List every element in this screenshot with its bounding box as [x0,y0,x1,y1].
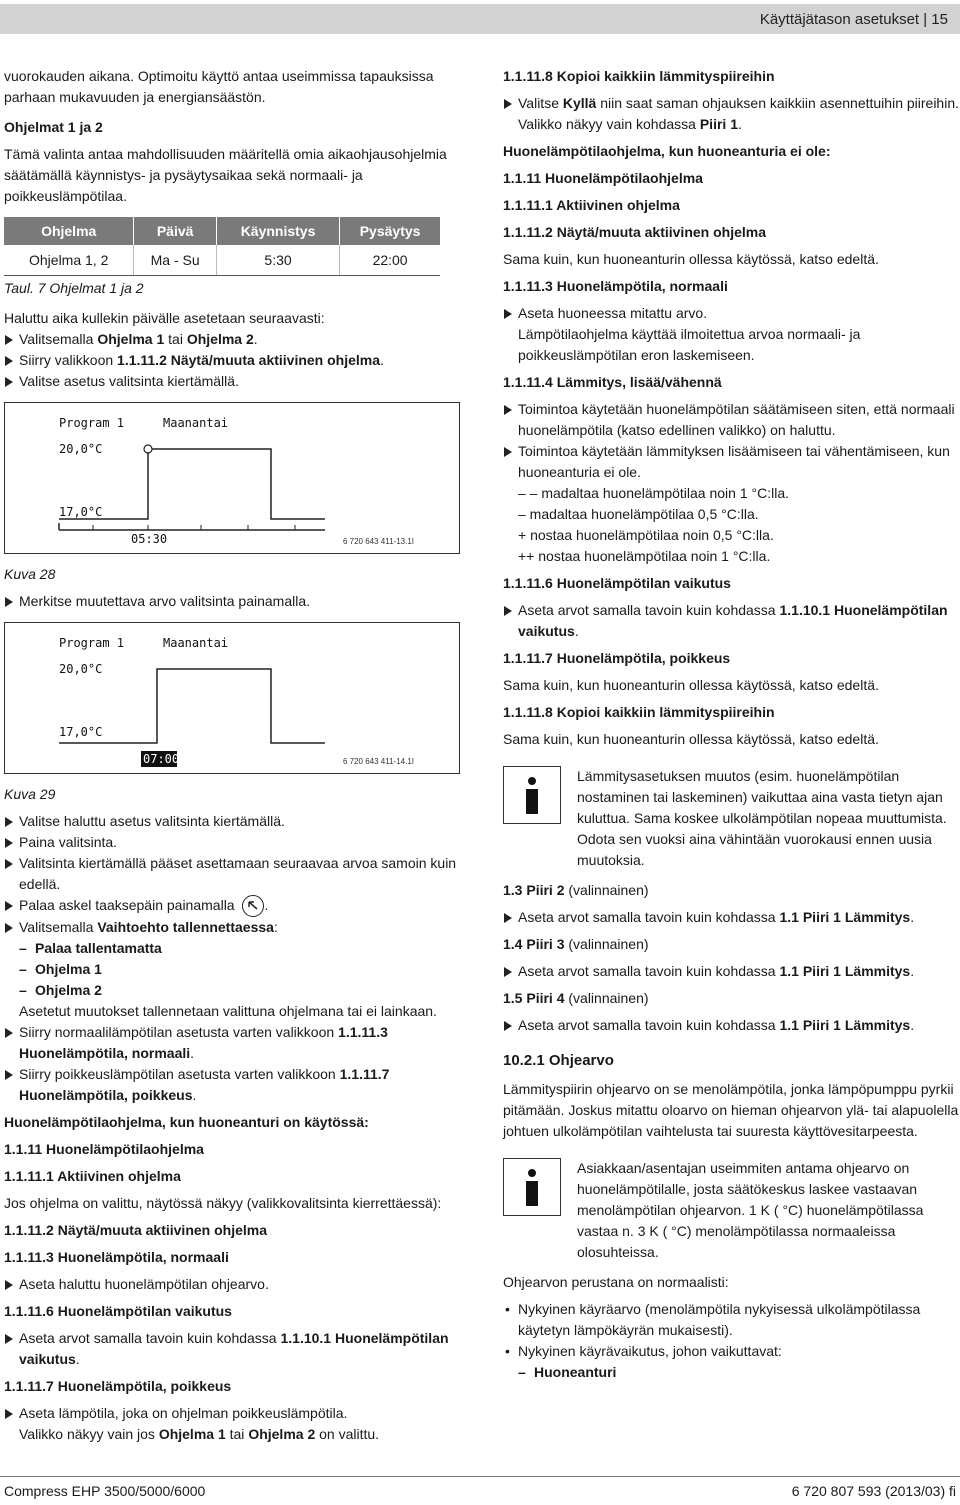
step-item: Merkitse muutettava arvo valitsinta painamalla. [4,591,462,612]
step-item: Valitse Kyllä niin saat saman ohjauksen kaikkiin asennettuihin piireihin. [503,93,959,114]
step-item: Aseta arvot samalla tavoin kuin kohdassa 1.1.10.1 Huonelämpötilan vaikutus. [4,1328,462,1370]
day-label: Maanantai [163,416,229,430]
option-item: – Palaa tallentamatta [4,938,462,959]
step-note: Lämpötilaohjelma käyttää ilmoitettua arvoa normaali- ja poikkeuslämpötilan eron laskemiseen. [518,326,861,363]
step-item: Aseta arvot samalla tavoin kuin kohdassa 1.1.10.1 Huonelämpötilan vaikutus. [503,600,959,642]
info-icon [503,766,561,824]
display-screen [4,622,460,774]
intro-text: vuorokauden aikana. Optimoitu käyttö antaa useimmissa tapauksissa parhaan mukavuuden ja energiansäästön. [4,68,434,105]
cursor-marker [144,445,152,453]
figure-caption: Kuva 28 [4,566,56,582]
table-cell: 22:00 [340,245,440,276]
footer-divider [0,1476,960,1477]
page-header [0,4,960,34]
programs-text: Tämä valinta antaa mahdollisuuden määritellä omia aikaohjausohjelmia säätämällä käynnistys- ja pysäytysaikaa sekä normaali- ja poikkeuslämpötilaa. [4,146,447,204]
step-item: Valitse asetus valitsinta kiertämällä. [4,371,462,392]
right-column [503,66,959,1383]
display-screen [4,402,460,554]
option-line: – – madaltaa huonelämpötilaa noin 1 °C:lla. [518,485,789,501]
program-label: Program 1 [59,636,125,650]
step-item: Siirry poikkeuslämpötilan asetusta varten valikkoon 1.1.11.7 Huonelämpötila, poikkeus. [4,1064,462,1106]
step-item: Aseta arvot samalla tavoin kuin kohdassa 1.1 Piiri 1 Lämmitys. [503,907,959,928]
table-cell: Ohjelma 1, 2 [4,245,134,276]
day-label: Maanantai [163,636,229,650]
paragraph: Sama kuin, kun huoneanturin ollessa käytössä, katso edeltä. [503,251,879,267]
table-header: Käynnistys [216,217,339,245]
section-heading: 1.5 Piiri 4 (valinnainen) [503,990,649,1006]
section-heading: 1.1.11.7 Huonelämpötila, poikkeus [4,1378,232,1395]
paragraph: Sama kuin, kun huoneanturin ollessa käytössä, katso edeltä. [503,677,879,693]
option-line: – madaltaa huonelämpötilaa 0,5 °C:lla. [518,506,759,522]
table-cell: 5:30 [216,245,339,276]
step-item: Siirry normaalilämpötilan asetusta varten valikkoon 1.1.11.3 Huonelämpötila, normaali. [4,1022,462,1064]
section-heading: 1.1.11.4 Lämmitys, lisää/vähennä [503,374,722,390]
program-graph [5,623,461,775]
steps-intro: Haluttu aika kullekin päivälle asetetaan seuraavasti: [4,310,325,326]
step-item: Palaa askel taaksepäin painamalla . [4,895,462,917]
step-item: Valitsinta kiertämällä pääset asettamaan seuraavaa arvoa samoin kuin edellä. [4,853,462,895]
footer-doc-number: 6 720 807 593 (2013/03) fi [791,1483,956,1499]
section-heading: 1.3 Piiri 2 (valinnainen) [503,882,649,898]
paragraph: Lämmityspiirin ohjearvo on se menolämpötila, jonka lämpöpumppu pyrkii pitämään. Joskus mitattu oloarvo on hieman ohjearvon ylä- tai alapuolella johtuen ulkolämpötilan vaihtelusta tai suuresta käyttövesitarpeesta. [503,1080,959,1139]
option-item: – Ohjelma 2 [4,980,462,1001]
figure-code: 6 720 643 411-14.1I [342,757,414,766]
info-icon [503,1158,561,1216]
section-heading: Huonelämpötilaohjelma, kun huoneanturi on käytössä: [4,1114,369,1131]
step-item: Valitsemalla Vaihtoehto tallennettaessa: [4,917,462,938]
temp-high-label: 20,0°C [59,662,103,676]
figure-code: 6 720 643 411-13.1I [342,537,414,546]
step-note: Valikko näkyy vain jos Ohjelma 1 tai Ohjelma 2 on valittu. [19,1426,380,1443]
option-line: ++ nostaa huonelämpötilaa noin 1 °C:lla. [518,548,771,564]
step-note: Valikko näkyy vain kohdassa Piiri 1. [518,116,742,132]
table-header: Päivä [134,217,217,245]
step-item: Valitse haluttu asetus valitsinta kiertämällä. [4,811,462,832]
section-heading: 1.1.11.3 Huonelämpötila, normaali [503,278,728,294]
saved-text: Asetetut muutokset tallennetaan valittuna ohjelmana tai ei lainkaan. [19,1003,437,1020]
list-subitem: – Huoneanturi [503,1362,959,1383]
section-heading: 1.1.11 Huonelämpötilaohjelma [4,1141,204,1158]
footer-product: Compress EHP 3500/5000/6000 [4,1483,206,1499]
section-heading: 10.2.1 Ohjearvo [503,1052,614,1069]
table-header: Ohjelma [4,217,134,245]
step-item: Aseta haluttu huonelämpötilan ohjearvo. [4,1274,462,1295]
list-item: • Nykyinen käyrävaikutus, johon vaikuttavat: [503,1341,959,1362]
section-heading: 1.1.11 Huonelämpötilaohjelma [503,170,703,186]
step-item: Siirry valikkoon 1.1.11.2 Näytä/muuta aktiivinen ohjelma. [4,350,462,371]
header-title: Käyttäjätason asetukset | 15 [759,11,948,28]
left-column [4,66,462,1445]
figure-caption: Kuva 29 [4,786,56,802]
section-heading: 1.1.11.1 Aktiivinen ohjelma [503,197,680,213]
table-cell: Ma - Su [134,245,217,276]
section-heading: 1.1.11.6 Huonelämpötilan vaikutus [4,1303,232,1320]
paragraph: Jos ohjelma on valittu, näytössä näkyy (valikkovalitsinta kierrettäessä): [4,1195,442,1212]
info-note [503,766,959,871]
step-item: Paina valitsinta. [4,832,462,853]
paragraph: Ohjearvon perustana on normaalisti: [503,1273,729,1290]
section-heading: 1.1.11.8 Kopioi kaikkiin lämmityspiireihin [503,704,775,720]
figure-28 [4,402,462,562]
figure-29 [4,622,462,782]
table-caption: Taul. 7 Ohjelmat 1 ja 2 [4,280,144,296]
step-item: Valitsemalla Ohjelma 1 tai Ohjelma 2. [4,329,462,350]
section-heading: 1.4 Piiri 3 (valinnainen) [503,936,649,952]
info-note [503,1158,959,1263]
table-row [4,245,440,276]
temp-low-label: 17,0°C [59,725,103,739]
back-icon [242,895,264,917]
option-line: + nostaa huonelämpötilaa noin 0,5 °C:lla. [518,527,774,543]
section-heading: 1.1.11.1 Aktiivinen ohjelma [4,1168,181,1185]
step-item: Aseta arvot samalla tavoin kuin kohdassa 1.1 Piiri 1 Lämmitys. [503,1015,959,1036]
section-heading: 1.1.11.8 Kopioi kaikkiin lämmityspiireihin [503,68,775,84]
heading-programs: Ohjelmat 1 ja 2 [4,119,103,135]
info-text: Asiakkaan/asentajan useimmiten antama ohjearvo on huonelämpötilalle, josta säätökeskus laskee vastaavan menolämpötilan ohjearvon. 1 K ( °C) huonelämpötilassa vastaa n. 3 K ( °C) menolämpötilassa normaaleissa olosuhteissa. [577,1159,924,1260]
program-label: Program 1 [59,416,125,430]
section-heading: 1.1.11.2 Näytä/muuta aktiivinen ohjelma [503,224,766,240]
info-text: Lämmitysasetuksen muutos (esim. huonelämpötilan nostaminen tai laskeminen) vaikuttaa aina vasta tietyn ajan kuluttua. Sama koskee ulkolämpötilan nopeaa muuttumista. Odota sen vuoksi aina vähintään vuorokausi ennen uusia muutoksia. [577,768,947,868]
step-item: Toimintoa käytetään huonelämpötilan säätämiseen siten, että normaali huonelämpötila (katso edellinen valikko) on haluttu. [503,399,959,441]
section-heading: 1.1.11.7 Huonelämpötila, poikkeus [503,650,731,666]
table-header: Pysäytys [340,217,440,245]
time-label: 05:30 [131,532,168,546]
list-item: • Nykyinen käyräarvo (menolämpötila nykyisessä ulkolämpötilassa käytetyn lämpökäyrän mukaisesti). [503,1299,959,1341]
paragraph: Sama kuin, kun huoneanturin ollessa käytössä, katso edeltä. [503,731,879,747]
temp-high-label: 20,0°C [59,442,103,456]
section-heading: 1.1.11.2 Näytä/muuta aktiivinen ohjelma [4,1222,267,1239]
step-item: Aseta huoneessa mitattu arvo. [503,303,959,324]
program-table [4,217,440,276]
step-item: Aseta arvot samalla tavoin kuin kohdassa 1.1 Piiri 1 Lämmitys. [503,961,959,982]
program-graph [5,403,461,555]
section-heading: Huonelämpötilaohjelma, kun huoneanturia ei ole: [503,143,831,159]
temp-low-label: 17,0°C [59,505,103,519]
step-item: Toimintoa käytetään lämmityksen lisäämiseen tai vähentämiseen, kun huoneanturia ei ole. [503,441,959,483]
time-label: 07:00 [143,752,180,766]
step-item: Aseta lämpötila, joka on ohjelman poikkeuslämpötila. [4,1403,462,1424]
option-item: – Ohjelma 1 [4,959,462,980]
section-heading: 1.1.11.3 Huonelämpötila, normaali [4,1249,229,1266]
section-heading: 1.1.11.6 Huonelämpötilan vaikutus [503,575,731,591]
